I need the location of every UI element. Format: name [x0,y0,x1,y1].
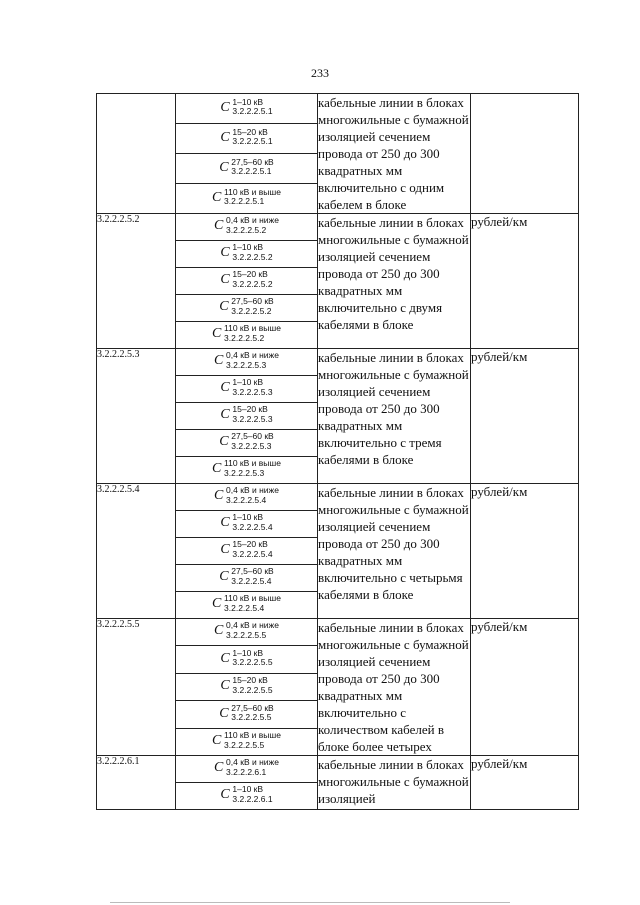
formula-index: 3.2.2.2.5.5 [232,657,273,668]
formula-voltage: 0,4 кВ и ниже [226,757,279,768]
formula-index: 3.2.2.2.5.2 [231,305,272,316]
formula-voltage: 0,4 кВ и ниже [226,620,279,631]
table-row [97,756,579,783]
formula-symbol: C [220,650,230,666]
formula-cell [176,619,318,646]
formula-index: 3.2.2.2.5.5 [231,712,272,723]
formula-symbol: C [219,434,229,450]
unit-cell: рублей/км [471,214,579,349]
formula-voltage: 15–20 кВ [232,675,268,686]
formula-index: 3.2.2.2.5.3 [232,413,273,424]
rate-formula [219,567,273,585]
formula-cell [176,646,318,673]
formula-voltage: 1–10 кВ [232,96,264,107]
formula-index: 3.2.2.2.5.3 [226,359,267,370]
formula-symbol: C [212,189,222,205]
formula-index: 3.2.2.2.5.2 [224,332,265,343]
formula-voltage: 1–10 кВ [232,512,264,523]
formula-index: 3.2.2.2.6.1 [226,766,267,777]
rate-formula [219,297,273,315]
formula-symbol: C [220,245,230,261]
rate-formula [212,188,281,206]
formula-index: 3.2.2.2.5.3 [232,386,273,397]
formula-voltage: 1–10 кВ [232,647,264,658]
formula-cell [176,349,318,376]
rate-formula [214,351,279,369]
formula-symbol: C [219,569,229,585]
description-cell: кабельные линии в блоках многожильные с бумажной изоляцией сечением провода от 250 до 300 квадратных мм включительно с количеством кабелей в блоке более четырех [318,620,469,754]
formula-index: 3.2.2.2.5.5 [226,629,267,640]
formula-symbol: C [220,515,230,531]
table-row [97,94,579,124]
rate-formula [220,243,272,261]
formula-cell [176,94,318,124]
rate-formula [214,758,279,776]
formula-index: 3.2.2.2.5.4 [226,494,267,505]
table-row [97,349,579,376]
description-cell: кабельные линии в блоках многожильные с бумажной изоляцией [318,756,471,810]
rate-formula [220,649,272,667]
formula-symbol: C [214,218,224,234]
formula-index: 3.2.2.2.5.1 [232,136,273,147]
item-code-cell: 3.2.2.2.5.3 [97,349,176,484]
formula-index: 3.2.2.2.5.3 [231,440,272,451]
formula-voltage: 27,5–60 кВ [231,296,274,307]
formula-cell [176,241,318,268]
formula-symbol: C [214,488,224,504]
rate-formula [212,324,281,342]
formula-voltage: 110 кВ и выше [224,458,281,469]
formula-symbol: C [219,705,229,721]
formula-voltage: 1–10 кВ [232,784,264,795]
item-code-cell [97,94,176,214]
formula-voltage: 15–20 кВ [232,539,268,550]
rate-formula [219,704,273,722]
rate-formula [220,785,272,803]
formula-cell [176,214,318,241]
description-cell: кабельные линии в блоках многожильные с бумажной изоляцией сечением провода от 250 до 300 квадратных мм включительно с двумя кабелями в блоке [318,214,471,349]
formula-cell [176,565,318,592]
rate-formula [220,676,272,694]
formula-cell [176,184,318,214]
formula-index: 3.2.2.2.5.5 [224,739,265,750]
formula-cell [176,457,318,484]
formula-symbol: C [220,407,230,423]
formula-voltage: 110 кВ и выше [224,323,281,334]
rate-formula [219,158,273,176]
description-cell: кабельные линии в блоках многожильные с бумажной изоляцией сечением провода от 250 до 300 квадратных мм включительно с четырьмя кабелями в блоке [318,484,471,619]
description-cell: кабельные линии в блоках многожильные с бумажной изоляцией сечением провода от 250 до 300 квадратных мм включительно с одним кабелем в блоке [318,95,469,212]
formula-symbol: C [214,623,224,639]
formula-index: 3.2.2.2.5.4 [231,575,272,586]
formula-voltage: 110 кВ и выше [224,730,281,741]
unit-cell: рублей/км [471,756,579,810]
formula-symbol: C [214,353,224,369]
formula-index: 3.2.2.2.5.4 [224,602,265,613]
description-cell: кабельные линии в блоках многожильные с бумажной изоляцией сечением провода от 250 до 300 квадратных мм включительно с тремя кабелями в блоке [318,349,471,484]
formula-index: 3.2.2.2.5.4 [232,548,273,559]
formula-cell [176,322,318,349]
formula-symbol: C [220,380,230,396]
formula-index: 3.2.2.2.5.1 [232,106,273,117]
formula-symbol: C [212,461,222,477]
formula-voltage: 27,5–60 кВ [231,566,274,577]
formula-cell [176,124,318,154]
formula-symbol: C [220,787,230,803]
formula-symbol: C [220,129,230,145]
formula-voltage: 1–10 кВ [232,242,264,253]
formula-voltage: 110 кВ и выше [224,186,281,197]
formula-cell [176,511,318,538]
formula-index: 3.2.2.2.6.1 [232,793,273,804]
formula-cell [176,484,318,511]
rate-formula [220,378,272,396]
formula-voltage: 1–10 кВ [232,377,264,388]
unit-cell: рублей/км [471,484,579,619]
formula-index: 3.2.2.2.5.5 [232,684,273,695]
table-row [97,484,579,511]
formula-cell [176,376,318,403]
formula-cell [176,756,318,783]
formula-symbol: C [220,272,230,288]
unit-cell: рублей/км [471,349,579,484]
formula-cell [176,538,318,565]
formula-cell [176,701,318,728]
item-code-cell: 3.2.2.2.5.5 [97,619,176,756]
rate-formula [214,216,279,234]
formula-symbol: C [220,542,230,558]
formula-cell [176,403,318,430]
formula-symbol: C [219,159,229,175]
formula-index: 3.2.2.2.5.4 [232,521,273,532]
rate-formula [212,731,281,749]
formula-voltage: 27,5–60 кВ [231,156,274,167]
item-code-cell: 3.2.2.2.5.2 [97,214,176,349]
rate-formula [214,486,279,504]
formula-voltage: 27,5–60 кВ [231,702,274,713]
formula-cell [176,268,318,295]
formula-cell [176,430,318,457]
rate-formula [220,513,272,531]
rate-formula [220,270,272,288]
formula-symbol: C [220,99,230,115]
formula-voltage: 0,4 кВ и ниже [226,485,279,496]
formula-index: 3.2.2.2.5.1 [231,166,272,177]
formula-voltage: 15–20 кВ [232,269,268,280]
item-code-cell: 3.2.2.2.5.4 [97,484,176,619]
formula-symbol: C [220,678,230,694]
table-body [97,94,579,810]
formula-cell [176,673,318,700]
formula-voltage: 15–20 кВ [232,404,268,415]
formula-symbol: C [212,596,222,612]
formula-cell [176,728,318,755]
page-number: 233 [311,66,329,80]
unit-cell: рублей/км [471,619,579,756]
formula-voltage: 0,4 кВ и ниже [226,215,279,226]
rate-formula [212,594,281,612]
formula-symbol: C [212,326,222,342]
scan-edge-line [110,902,510,903]
formula-index: 3.2.2.2.5.1 [224,196,265,207]
formula-cell [176,295,318,322]
formula-symbol: C [212,733,222,749]
formula-voltage: 110 кВ и выше [224,593,281,604]
table-row [97,619,579,646]
formula-cell [176,592,318,619]
formula-voltage: 27,5–60 кВ [231,431,274,442]
formula-symbol: C [219,299,229,315]
formula-voltage: 0,4 кВ и ниже [226,350,279,361]
formula-index: 3.2.2.2.5.2 [232,278,273,289]
table-row [97,214,579,241]
formula-symbol: C [214,760,224,776]
rate-formula [219,432,273,450]
unit-cell [471,94,579,214]
rate-formula [220,405,272,423]
item-code-cell: 3.2.2.2.6.1 [97,756,176,810]
rate-formula [214,621,279,639]
formula-index: 3.2.2.2.5.2 [226,224,267,235]
rate-formula [220,98,272,116]
formula-index: 3.2.2.2.5.2 [232,251,273,262]
tariff-table [96,93,579,810]
rate-formula [220,128,272,146]
formula-voltage: 15–20 кВ [232,126,268,137]
rate-formula [220,540,272,558]
formula-index: 3.2.2.2.5.3 [224,467,265,478]
rate-formula [212,459,281,477]
formula-cell [176,154,318,184]
formula-cell [176,783,318,810]
